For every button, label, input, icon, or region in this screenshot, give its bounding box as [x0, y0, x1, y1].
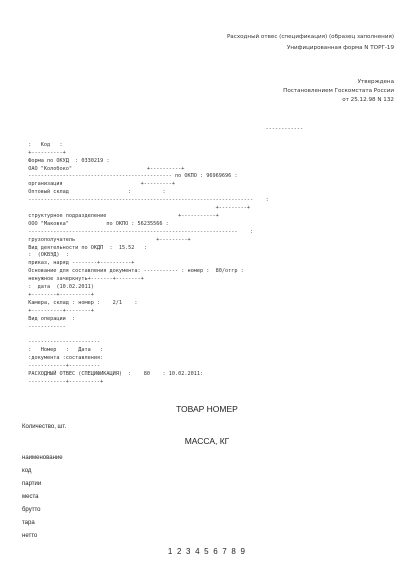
- form-line: +----------+--------+: [22, 307, 94, 314]
- field-label: партии: [22, 481, 42, 487]
- form-line: ------------: [22, 323, 66, 330]
- goods-number-title: ТОВАР НОМЕР: [176, 404, 238, 414]
- form-line: Форма по ОКУД : 0330219 :: [22, 157, 110, 164]
- form-line: РАСХОДНЫЙ ОТВЕС (СПЕЦИФИКАЦИЯ) : 80 : 10.02.2011:: [22, 370, 204, 377]
- approved-by-line: Постановлением Госкомстата России: [283, 88, 394, 94]
- form-line: -----------------------: [22, 339, 101, 346]
- form-line: Оптовый склад : :: [22, 189, 166, 196]
- form-line: : дата (10.02.2011): [22, 284, 94, 290]
- quantity-label: Количество, шт.: [22, 424, 67, 430]
- unified-form-line: Унифицированная форма N ТОРГ-19: [286, 45, 394, 51]
- form-line: приказ, наряд --------+----------+: [22, 260, 135, 267]
- form-line: +----------+: [22, 149, 66, 156]
- form-line: ненужное зачеркнуть+-------+--------+: [22, 276, 144, 283]
- form-line: ------------+----------: [22, 363, 101, 369]
- form-line: ------------------------------------------------------------------- :: [22, 228, 254, 235]
- form-line: структурное подразделение +-----------+: [22, 212, 219, 219]
- form-line: : Номер : Дата :: [22, 347, 104, 354]
- approved-line: Утверждена: [357, 79, 394, 85]
- mass-title: МАССА, КГ: [184, 436, 230, 446]
- form-line: ООО "Маковка" по ОКПО : 56235566 :: [22, 220, 169, 227]
- form-line: +--------+----------+: [22, 291, 94, 298]
- field-label: брутто: [22, 507, 41, 513]
- form-line: организация +---------+: [22, 181, 176, 188]
- doc-type-line: Расходный отвес (спецификация) (образец заполнения): [226, 34, 394, 40]
- field-label: код: [22, 468, 32, 474]
- field-label: места: [22, 494, 39, 500]
- form-line: ОАО "Колобоко" +----------+: [22, 165, 185, 172]
- form-line: :документа :составления:: [22, 355, 104, 362]
- form-line: ------------------------------------------------------------------------ :: [22, 197, 269, 204]
- field-label: тара: [22, 520, 35, 526]
- form-line: ------------: [22, 126, 304, 132]
- form-line: +---------+: [22, 205, 250, 211]
- form-line: [22, 135, 266, 140]
- form-line: Вид деятельности по ОКДП : 15.52 :: [22, 244, 147, 251]
- form-line: грузополучатель +---------+: [22, 236, 191, 243]
- column-numbers: 1 2 3 4 5 6 7 8 9: [167, 547, 247, 556]
- field-label: наименование: [22, 455, 63, 461]
- form-line: ---------------------------------------------- по ОКПО : 96969696 :: [22, 173, 238, 180]
- form-line: ------------+----------+: [22, 378, 104, 385]
- form-line: Камера, склад : номер : 2/1 :: [22, 299, 138, 306]
- form-line: Вид операции :: [22, 315, 76, 322]
- approved-date-line: от 25.12.98 N 132: [342, 97, 394, 103]
- field-label: нетто: [22, 533, 38, 539]
- form-line: : Код :: [22, 141, 63, 148]
- form-line: : (ОКВЭД) :: [22, 252, 69, 259]
- form-line: Основание для составления документа: ----------- : номер : 80/отгр :: [22, 268, 244, 275]
